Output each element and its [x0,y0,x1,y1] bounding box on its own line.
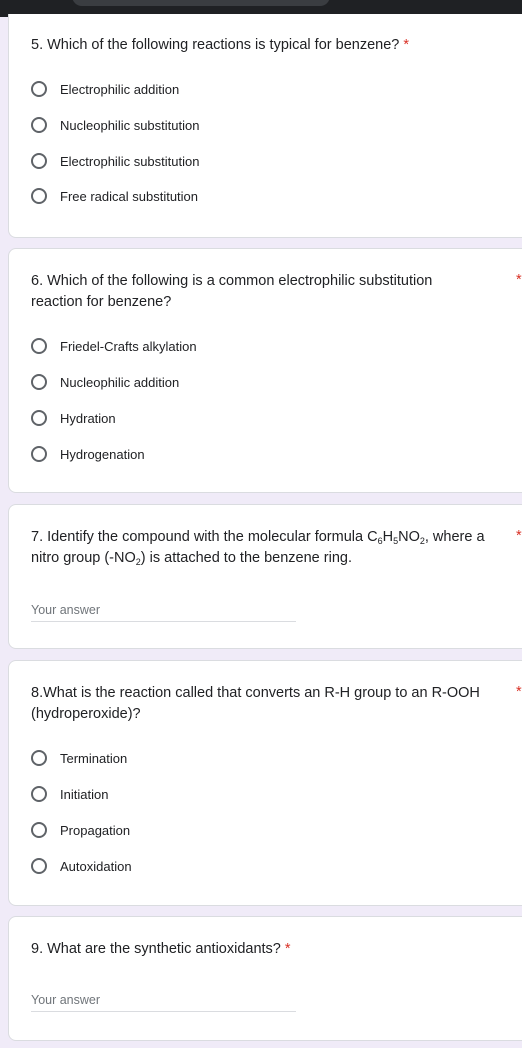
top-bar-pill [72,0,330,6]
radio-option[interactable] [31,186,198,206]
radio-option[interactable] [31,820,130,840]
required-asterisk: * [403,37,410,53]
radio-option[interactable] [31,408,116,428]
radio-circle-icon[interactable] [31,117,47,133]
radio-option[interactable] [31,115,199,135]
question-card-6 [8,248,522,493]
radio-circle-icon[interactable] [31,446,47,462]
answer-input[interactable]: Your answer [31,598,296,622]
option-label: Electrophilic addition [60,81,180,97]
question-card-9 [8,916,522,1041]
option-label: Propagation [60,822,131,838]
question-title [31,683,485,725]
question-text: 5. Which of the following reactions is typical for benzene? [31,37,400,53]
option-label: Hydration [60,410,116,426]
radio-circle-icon[interactable] [31,338,47,354]
radio-circle-icon[interactable] [31,750,47,766]
question-card-8 [8,660,522,906]
question-card-5 [8,14,522,238]
option-label: Termination [60,750,128,766]
radio-option[interactable] [31,444,145,464]
option-label: Electrophilic substitution [60,153,200,169]
answer-input[interactable]: Your answer [31,988,296,1012]
radio-circle-icon[interactable] [31,786,47,802]
question-card-7 [8,504,522,649]
radio-circle-icon[interactable] [31,153,47,169]
question-title [31,271,485,313]
radio-option[interactable] [31,151,199,171]
option-label: Hydrogenation [60,446,145,462]
required-asterisk: * [516,684,522,700]
question-title [31,35,505,56]
option-label: Friedel-Crafts alkylation [60,338,197,354]
question-text: 9. What are the synthetic antioxidants? [31,941,281,957]
required-asterisk: * [284,941,291,957]
radio-circle-icon[interactable] [31,81,47,97]
option-label: Autoxidation [60,858,132,874]
radio-option[interactable] [31,856,132,876]
radio-circle-icon[interactable] [31,822,47,838]
radio-option[interactable] [31,372,179,392]
question-text: 6. Which of the following is a common electrophilic substitution reaction for benzene? [31,273,433,310]
radio-option[interactable] [31,784,108,804]
option-label: Nucleophilic substitution [60,117,200,133]
radio-circle-icon[interactable] [31,374,47,390]
radio-circle-icon[interactable] [31,858,47,874]
option-label: Initiation [60,786,109,802]
option-label: Free radical substitution [60,188,199,204]
option-label: Nucleophilic addition [60,374,180,390]
radio-option[interactable] [31,79,179,99]
question-title [31,939,505,960]
question-text: 8.What is the reaction called that converts an R-H group to an R-OOH (hydroperoxide)? [31,685,480,722]
radio-option[interactable] [31,748,127,768]
required-asterisk: * [516,272,522,288]
radio-option[interactable] [31,336,197,356]
radio-circle-icon[interactable] [31,188,47,204]
radio-circle-icon[interactable] [31,410,47,426]
question-text: 7. Identify the compound with the molecular formula $C_6H_5NO_2$, where a nitro group $(-NO_2)$ is attached to the benzene ring. [31,529,485,567]
required-asterisk: * [516,528,522,544]
question-title [31,527,515,569]
